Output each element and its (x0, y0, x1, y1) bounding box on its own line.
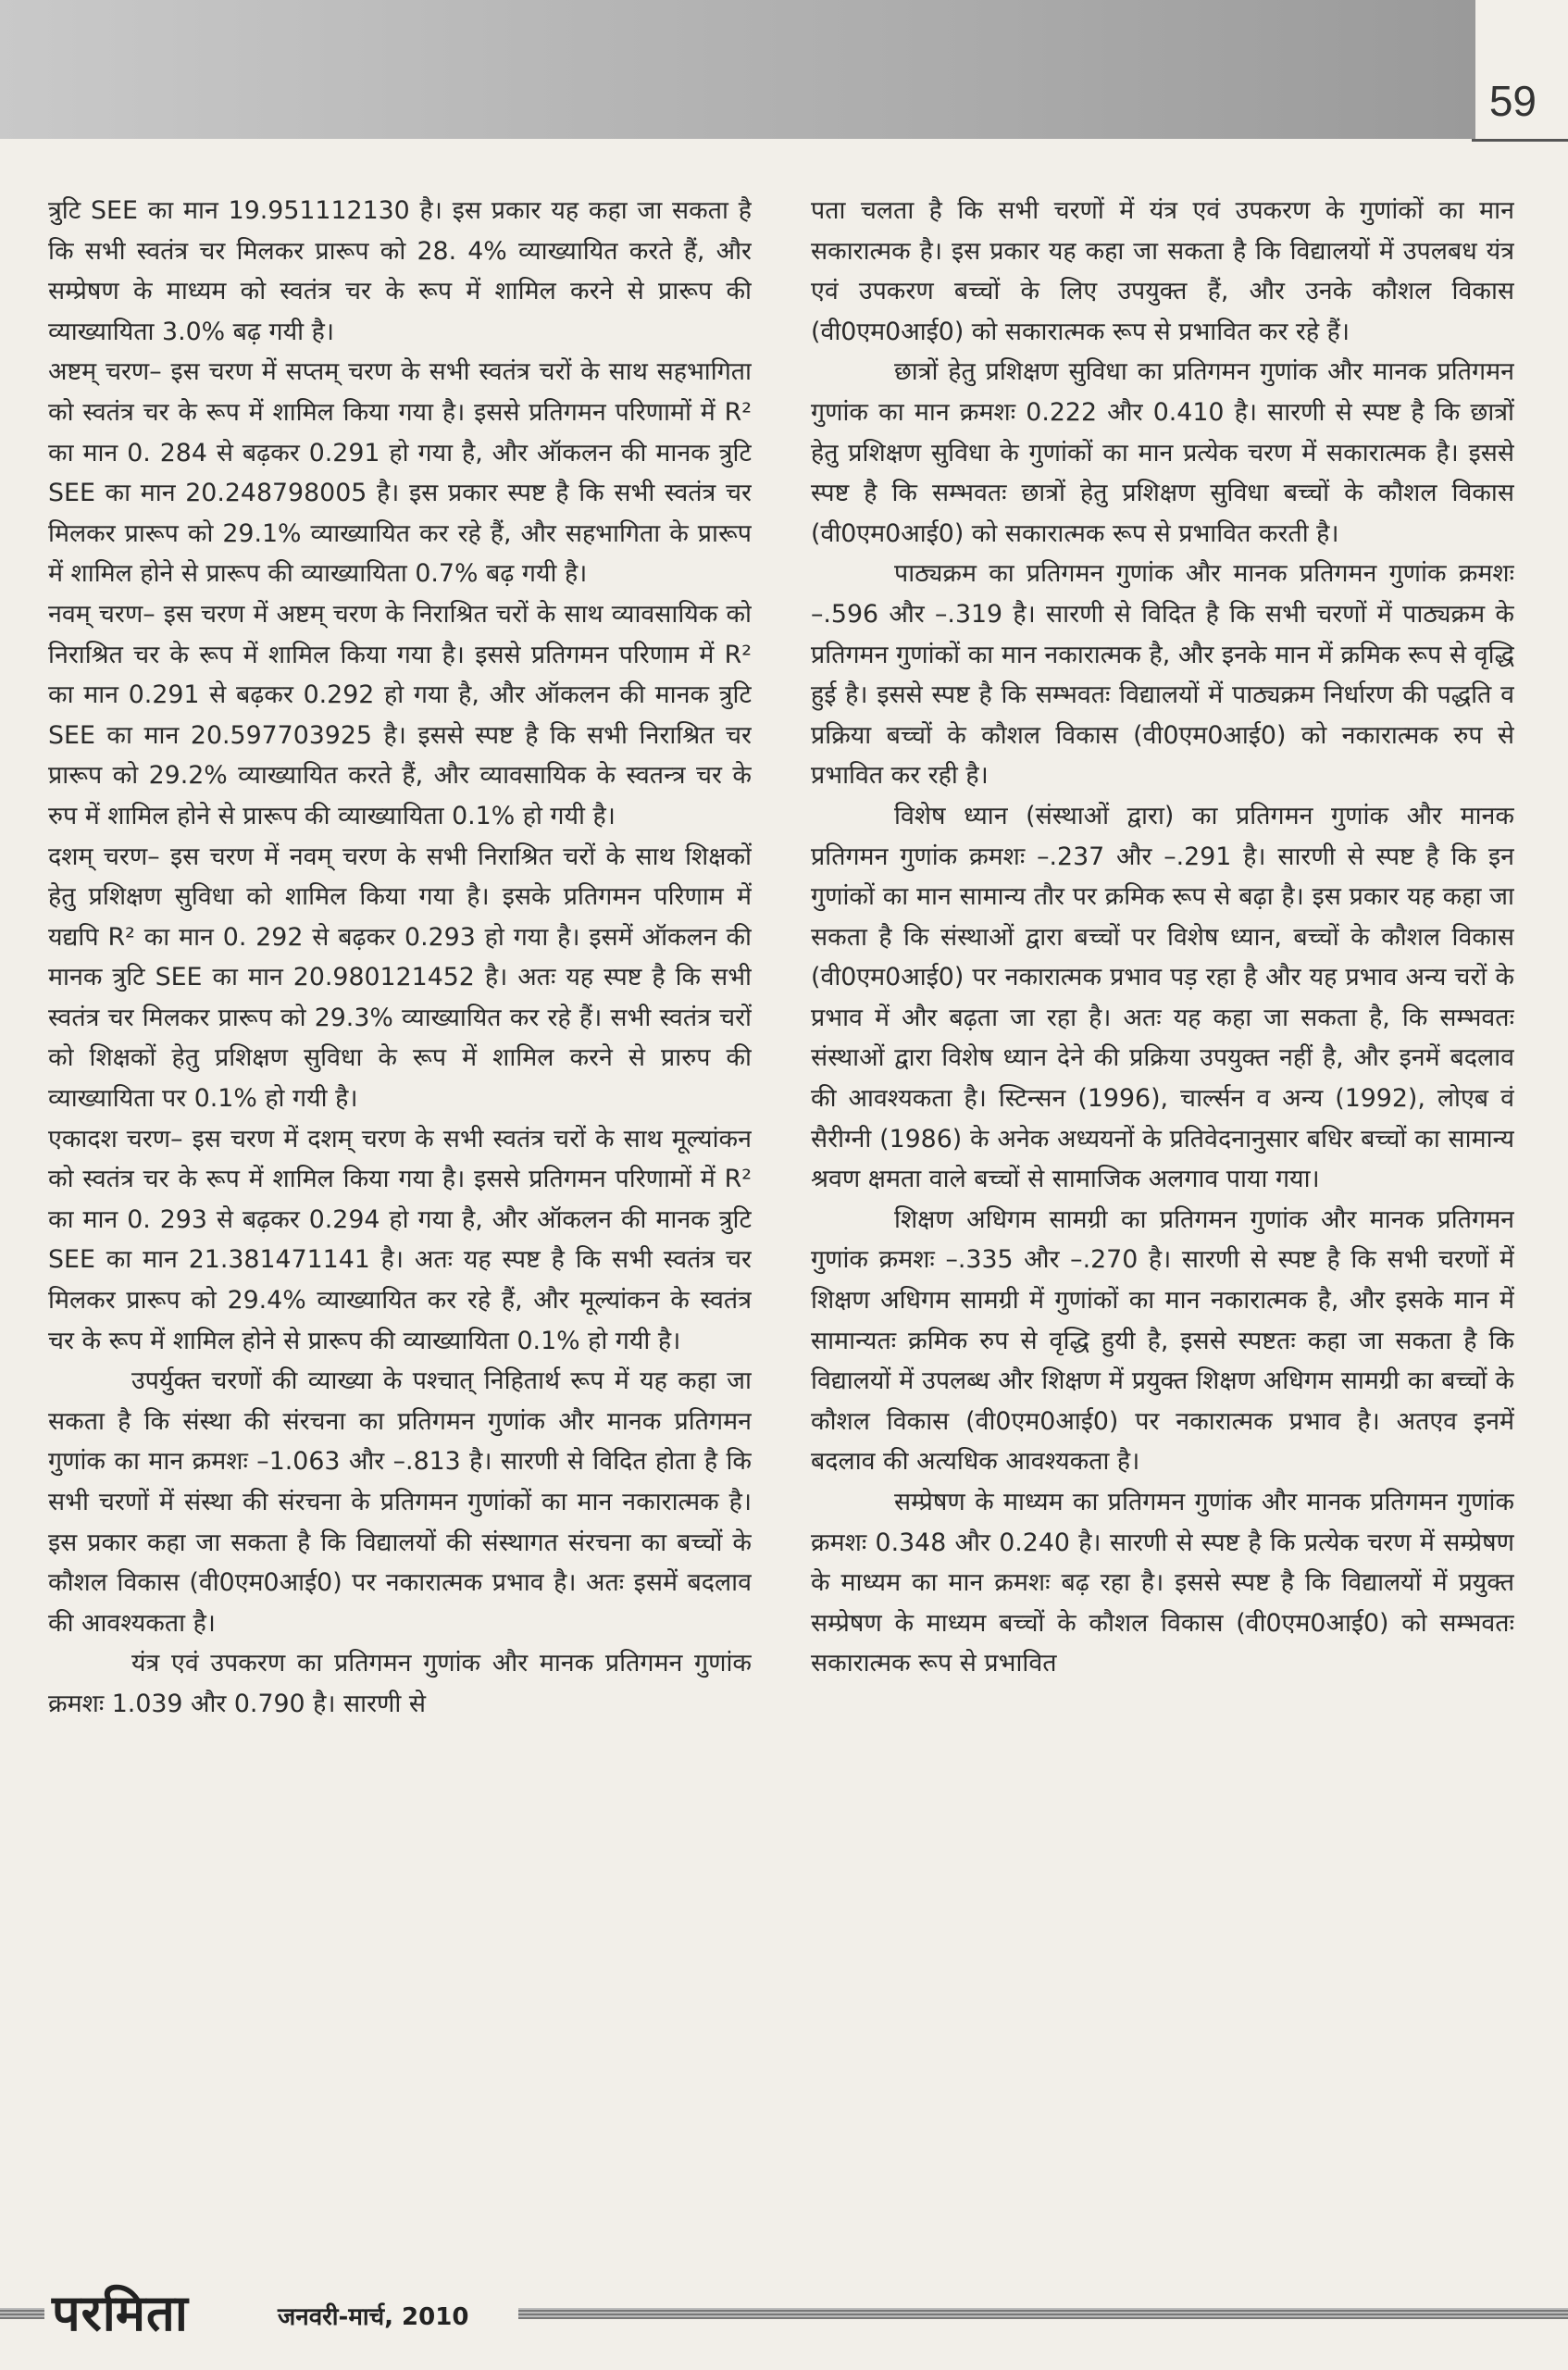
paragraph: उपर्युक्त चरणों की व्याख्या के पश्चात् निहितार्थ रूप में यह कहा जा सकता है कि संस्था की संरचना का प्रतिगमन गुणांक और मानक प्रतिगमन गुणांक का मान क्रमशः –1.063 और –.813 है। सारणी से विदित होता है कि सभी चरणों में संस्था की संरचना के प्रतिगमन गुणांकों का मान नकारात्मक है। इस प्रकार कहा जा सकता है कि विद्यालयों की संस्थागत संरचना का बच्चों के कौशल विकास (वी0एम0आई0) पर नकारात्मक प्रभाव है। अतः इसमें बदलाव की आवश्यकता है। (48, 1366, 752, 1638)
paragraph: सम्प्रेषण के माध्यम का प्रतिगमन गुणांक और मानक प्रतिगमन गुणांक क्रमशः 0.348 और 0.240 है। सारणी से स्पष्ट है कि प्रत्येक चरण में सम्प्रेषण के माध्यम का मान क्रमशः बढ़ रहा है। इससे स्पष्ट है कि विद्यालयों में प्रयुक्त सम्प्रेषण के माध्यम बच्चों के कौशल विकास (वी0एम0आई0) को सम्भवतः सकारात्मक रूप से प्रभावित (811, 1488, 1514, 1678)
paragraph: अष्टम् चरण– इस चरण में सप्तम् चरण के सभी स्वतंत्र चरों के साथ सहभागिता को स्वतंत्र चर के रूप में शामिल किया गया है। इससे प्रतिगमन परिणामों में R² का मान 0. 284 से बढ़कर 0.291 हो गया है, और ऑकलन की मानक त्रुटि SEE का मान 20.248798005 है। इस प्रकार स्पष्ट है कि सभी स्वतंत्र चर मिलकर प्रारूप को 29.1% व्याख्यायित कर रहे हैं, और सहभागिता के प्रारूप में शामिल होने से प्रारूप की व्याख्यायिता 0.7% बढ़ गयी है। (48, 357, 752, 589)
page-number: 59 (1488, 77, 1537, 125)
paragraph: पाठ्यक्रम का प्रतिगमन गुणांक और मानक प्रतिगमन गुणांक क्रमशः –.596 और –.319 है। सारणी से विदित है कि सभी चरणों में पाठ्यक्रम के प्रतिगमन गुणांकों का मान नकारात्मक है, और इनके मान में क्रमिक रूप से वृद्धि हुई है। इससे स्पष्ट है कि सम्भवतः विद्यालयों में पाठ्यक्रम निर्धारण की पद्धति व प्रक्रिया बच्चों के कौशल विकास (वी0एम0आई0) को नकारात्मक रुप से प्रभावित कर रही है। (811, 559, 1514, 791)
paragraph: एकादश चरण– इस चरण में दशम् चरण के सभी स्वतंत्र चरों के साथ मूल्यांकन को स्वतंत्र चर के रूप में शामिल किया गया है। इससे प्रतिगमन परिणामों में R² का मान 0. 293 से बढ़कर 0.294 हो गया है, और ऑकलन की मानक त्रुटि SEE का मान 21.381471141 है। अतः यह स्पष्ट है कि सभी स्वतंत्र चर मिलकर प्रारूप को 29.4% व्याख्यायित कर रहे हैं, और मूल्यांकन के स्वतंत्र चर के रूप में शामिल होने से प्रारूप की व्याख्यायिता 0.1% हो गयी है। (48, 1124, 752, 1355)
paragraph: नवम् चरण– इस चरण में अष्टम् चरण के निराश्रित चरों के साथ व्यावसायिक को निराश्रित चर के रूप में शामिल किया गया है। इससे प्रतिगमन परिणाम में R² का मान 0.291 से बढ़कर 0.292 हो गया है, और ऑकलन की मानक त्रुटि SEE का मान 20.597703925 है। इससे स्पष्ट है कि सभी निराश्रित चर प्रारूप को 29.2% व्याख्यायित करते हैं, और व्यावसायिक के स्वतन्त्र चर के रुप में शामिल होने से प्रारूप की व्याख्यायिता 0.1% हो गयी है। (48, 599, 752, 830)
paragraph: विशेष ध्यान (संस्थाओं द्वारा) का प्रतिगमन गुणांक और मानक प्रतिगमन गुणांक क्रमशः –.237 और –.291 है। सारणी से स्पष्ट है कि इन गुणांकों का मान सामान्य तौर पर क्रमिक रूप से बढ़ा है। इस प्रकार यह कहा जा सकता है कि संस्थाओं द्वारा बच्चों पर विशेष ध्यान, बच्चों के कौशल विकास (वी0एम0आई0) पर नकारात्मक प्रभाव पड़ रहा है और यह प्रभाव अन्य चरों के प्रभाव में और बढ़ता जा रहा है। अतः यह कहा जा सकता है, कि सम्भवतः संस्थाओं द्वारा विशेष ध्यान देने की प्रक्रिया उपयुक्त नहीं है, और इनमें बदलाव की आवश्यकता है। स्टिन्सन (1996), चार्ल्सन व अन्य (1992), लोएब वं सैरीग्नी (1986) के अनेक अध्ययनों के प्रतिवेदनानुसार बधिर बच्चों का सामान्य श्रवण क्षमता वाले बच्चों से सामाजिक अलगाव पाया गया। (811, 801, 1514, 1194)
header-band (0, 0, 1475, 139)
paragraph: शिक्षण अधिगम सामग्री का प्रतिगमन गुणांक और मानक प्रतिगमन गुणांक क्रमशः –.335 और –.270 है। सारणी से स्पष्ट है कि सभी चरणों में शिक्षण अधिगम सामग्री में गुणांकों का मान नकारात्मक है, और इसके मान में सामान्यतः क्रमिक रुप से वृद्धि हुयी है, इससे स्पष्टतः कहा जा सकता है कि विद्यालयों में उपलब्ध और शिक्षण में प्रयुक्त शिक्षण अधिगम सामग्री का बच्चों के कौशल विकास (वी0एम0आई0) पर नकारात्मक प्रभाव है। अतएव इनमें बदलाव की अत्यधिक आवश्यकता है। (811, 1204, 1514, 1477)
paragraph: दशम् चरण– इस चरण में नवम् चरण के सभी निराश्रित चरों के साथ शिक्षकों हेतु प्रशिक्षण सुविधा को शामिल किया गया है। इसके प्रतिगमन परिणाम में यद्यपि R² का मान 0. 292 से बढ़कर 0.293 हो गया है। इसमें ऑकलन की मानक त्रुटि SEE का मान 20.980121452 है। अतः यह स्पष्ट है कि सभी स्वतंत्र चर मिलकर प्रारूप को 29.3% व्याख्यायित कर रहे हैं। सभी स्वतंत्र चरों को शिक्षकों हेतु प्रशिक्षण सुविधा के रूप में शामिल करने से प्रारुप की व्याख्यायिता पर 0.1% हो गयी है। (48, 842, 752, 1114)
paragraph: पता चलता है कि सभी चरणों में यंत्र एवं उपकरण के गुणांकों का मान सकारात्मक है। इस प्रकार यह कहा जा सकता है कि विद्यालयों में उपलबध यंत्र एवं उपकरण बच्चों के लिए उपयुक्त हैं, और उनके कौशल विकास (वी0एम0आई0) को सकारात्मक रूप से प्रभावित कर रहे हैं। (811, 196, 1514, 346)
footer-rule-left (0, 2308, 44, 2319)
left-column (48, 191, 752, 1725)
right-column (811, 191, 1514, 1684)
paragraph: त्रुटि SEE का मान 19.951112130 है। इस प्रकार यह कहा जा सकता है कि सभी स्वतंत्र चर मिलकर प्रारूप को 28. 4% व्याख्यायित करते हैं, और सम्प्रेषण के माध्यम को स्वतंत्र चर के रूप में शामिल करने से प्रारूप की व्याख्यायिता 3.0% बढ़ गयी है। (48, 196, 752, 346)
journal-name: परमिता (52, 2284, 189, 2342)
paragraph: यंत्र एवं उपकरण का प्रतिगमन गुणांक और मानक प्रतिगमन गुणांक क्रमशः 1.039 और 0.790 है। सारणी से (48, 1649, 752, 1718)
issue-date: जनवरी-मार्च, 2010 (278, 2303, 469, 2331)
footer-rule-right (518, 2308, 1568, 2319)
footer (0, 2273, 1568, 2347)
page-number-rule (1472, 139, 1568, 142)
paragraph: छात्रों हेतु प्रशिक्षण सुविधा का प्रतिगमन गुणांक और मानक प्रतिगमन गुणांक का मान क्रमशः 0.222 और 0.410 है। सारणी से स्पष्ट है कि छात्रों हेतु प्रशिक्षण सुविधा के गुणांकों का मान प्रत्येक चरण में सकारात्मक है। इससे स्पष्ट है कि सम्भवतः छात्रों हेतु प्रशिक्षण सुविधा बच्चों के कौशल विकास (वी0एम0आई0) को सकारात्मक रूप से प्रभावित करती है। (811, 357, 1514, 548)
